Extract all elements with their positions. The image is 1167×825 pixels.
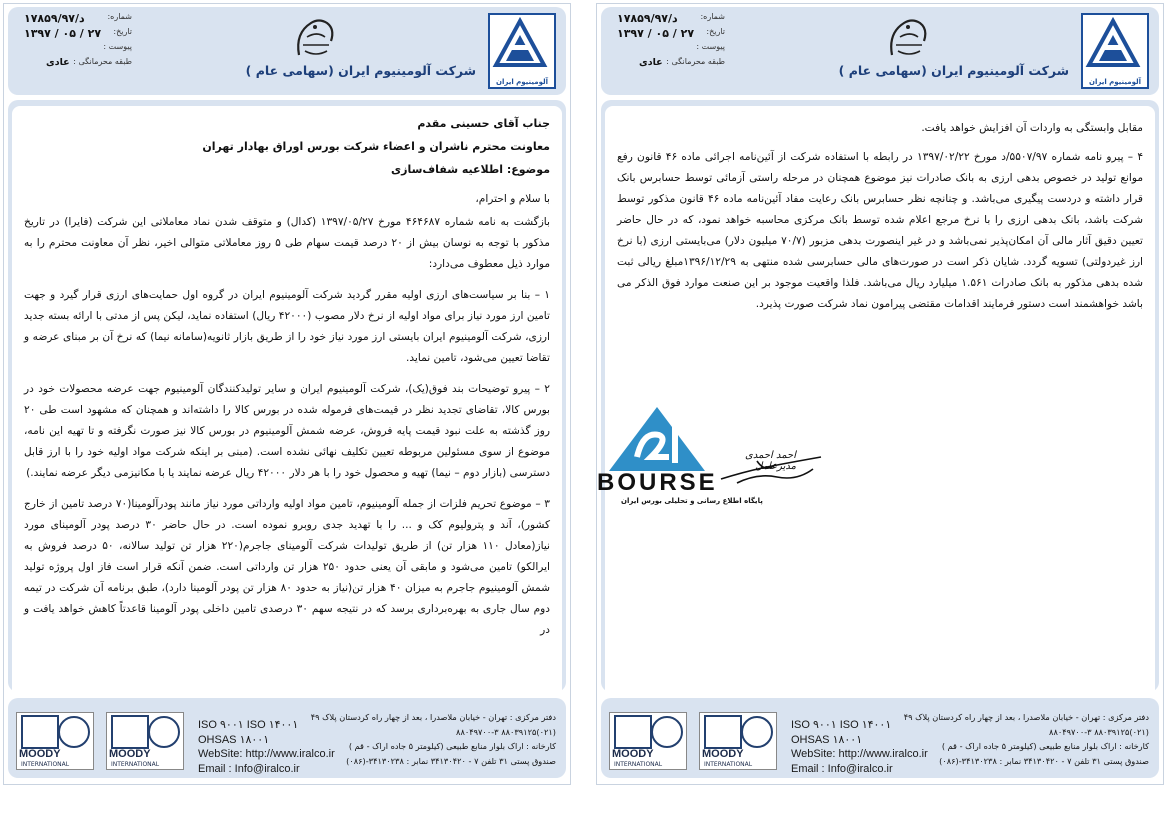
bourse-subtitle: پایگاه اطلاع رسانی و تحلیلی بورس ایران (621, 497, 763, 505)
address-line: صندوق پستی ۳۱ تلفن ۷ - ۳۴۱۳۰۴۲۰ نمابر : ۳۴۱۳۰۲۳۸-(۰۸۶) (346, 755, 556, 766)
certification-badge-1 (16, 712, 94, 770)
date-value: ۱۳۹۷ / ۰۵ / ۲۷ (24, 27, 102, 40)
company-address (903, 710, 1149, 768)
signer-fullname: احمد احمدی (745, 450, 796, 461)
date-value: ۱۳۹۷ / ۰۵ / ۲۷ (617, 27, 695, 40)
cert-brand: MOODY (109, 748, 151, 760)
calligraphy-seal-icon (291, 15, 341, 63)
bourse-watermark (597, 405, 837, 525)
moody-logo-icon (21, 715, 59, 749)
signer-name (745, 450, 796, 472)
iso-standards: ISO ۹۰۰۱ ISO ۱۴۰۰۱ (198, 719, 299, 731)
cert-sub: INTERNATIONAL (21, 761, 70, 768)
iso-standards: ISO ۹۰۰۱ ISO ۱۴۰۰۱ (791, 719, 892, 731)
letter-body-frame (601, 100, 1159, 692)
number-label: شماره: (107, 12, 132, 21)
iso-info (791, 718, 928, 776)
ukas-crown-icon (58, 716, 90, 748)
letter-page-1 (3, 3, 571, 785)
letter-page-2 (596, 3, 1164, 785)
classification-value: عادی (639, 57, 663, 68)
certification-badge-2 (106, 712, 184, 770)
signer-title: مدیرعامل (755, 461, 796, 472)
certification-badge-1 (609, 712, 687, 770)
company-name: شرکت آلومینیوم ایران (سهامی عام ) (245, 63, 476, 78)
company-name: شرکت آلومینیوم ایران (سهامی عام ) (838, 63, 1069, 78)
number-value: ۱۷۸۵۹/۹۷/د (617, 12, 678, 25)
logo-caption: آلومینیوم ایران (1088, 78, 1142, 86)
moody-logo-icon (704, 715, 742, 749)
address-line: کارخانه : اراک بلوار منابع طبیعی (کیلومتر ۵ جاده اراک - قم ) (941, 741, 1149, 751)
letter-body-frame (8, 100, 566, 692)
moody-logo-icon (111, 715, 149, 749)
cert-brand: MOODY (612, 748, 654, 760)
moody-logo-icon (614, 715, 652, 749)
letter-body (605, 106, 1155, 692)
cert-sub: INTERNATIONAL (704, 761, 753, 768)
paragraph-2: ۲ – پیرو توضیحات بند فوق(یک)، شرکت آلومینیوم ایران و سایر تولیدکنندگان آلومینیوم جهت عرضه محصولات خود در بورس کالا، تقاضای تجدید نظر در قیمت‌های فرموله شده در بورس کالا را داشته‌اند و همچنان که مشهود است طی ۲۰ روز گذشته به علت نبود قیمت پایه فروش، عرضه شمش آلومینیوم در بورس کالا نیز صورت نگرفته و تا تهیه این نامه، موضوع از سوی مسئولین مربوطه تعیین تکلیف نهائی نشده است. (مبنی بر اینکه شرکت مواد اولیه خود را با ارز قابل دسترسی (بازار دوم – نیما) تهیه و محصول خود را با هر دلار ۴۲۰۰۰ ریال عرضه نمایند یا با مکانیزمی دیگر عرضه نمایند.) (24, 383, 550, 479)
ohsas-standard: OHSAS ۱۸۰۰۱ (791, 733, 863, 746)
address-line: دفتر مرکزی : تهران - خیابان ملاصدرا ، بعد از چهار راه کردستان پلاک ۴۹ (310, 712, 556, 722)
attachment-label: پیوست : (103, 42, 132, 51)
date-label: تاریخ: (113, 27, 132, 36)
letter-footer (8, 698, 566, 778)
paragraph-intro: بازگشت به نامه شماره ۴۶۴۶۸۷ مورخ ۱۳۹۷/۰۵/۲۷ (کدال) و متوقف شدن نماد معاملاتی این شرکت (فایرا) در تاریخ مذکور با توجه به نوسان بیش از ۲۰ درصد قیمت سهام طی ۵ روز معاملاتی متوالی اخیر، نظر آن معاونت محترم را به موارد ذیل معطوف می‌دارد: (24, 216, 550, 270)
classification-value: عادی (46, 57, 70, 68)
website-link[interactable]: WebSite: http://www.iralco.ir (791, 748, 928, 760)
cert-brand: MOODY (19, 748, 61, 760)
classification-label: طبقه محرمانگی : (73, 57, 132, 66)
paragraph-1: ۱ – بنا بر سیاست‌های ارزی اولیه مقرر گردید شرکت آلومینیوم ایران در گروه اول حمایت‌های ارزی قرار گیرد و جهت تامین ارز مورد نیاز برای مواد اولیه از نرخ دلار مصوب (۴۲۰۰۰ ریال) استفاده نماید، لیکن پس از مدتی با ارائه بسته جدید ارزی، شرکت آلومینیوم ایران بایستی ارز مورد نیاز خود را از طریق بازار ثانویه(سامانه نیما) که نرخ آن بر مبنای عرضه و تقاضا تعیین می‌شود، تامین نماید. (24, 289, 550, 364)
attachment-label: پیوست : (696, 42, 725, 51)
cert-brand: MOODY (702, 748, 744, 760)
cert-sub: INTERNATIONAL (614, 761, 663, 768)
classification-label: طبقه محرمانگی : (666, 57, 725, 66)
iso-info (198, 718, 335, 776)
address-line: دفتر مرکزی : تهران - خیابان ملاصدرا ، بعد از چهار راه کردستان پلاک ۴۹ (903, 712, 1149, 722)
letter-header (601, 7, 1159, 95)
email-link[interactable]: Email : Info@iralco.ir (198, 762, 300, 775)
cert-sub: INTERNATIONAL (111, 761, 160, 768)
address-line: صندوق پستی ۳۱ تلفن ۷ - ۳۴۱۳۰۴۲۰ نمابر : ۳۴۱۳۰۲۳۸-(۰۸۶) (939, 755, 1149, 766)
company-logo (1081, 13, 1149, 89)
number-value: ۱۷۸۵۹/۹۷/د (24, 12, 85, 25)
letter-meta (14, 12, 132, 72)
letter-header (8, 7, 566, 95)
paragraph-4: ۴ – پیرو نامه شماره ۵۵۰۷/۹۷/د مورخ ۱۳۹۷/۰۲/۲۲ در رابطه با استفاده شرکت از آئین‌نامه اجرائی ماده ۴۶ قانون رفع موانع تولید در خصوص بدهی ارزی به بانک صادرات نیز موضوع همچنان در مرحله راستی آزمائی توسط حسابرس بانک قرار داشته و دردست پیگیری می‌باشد. و چنانچه نظر حسابرس بانک رعایت مفاد آئین‌نامه ماده ۴۶ قانون مذکور توسط شرکت باشد، بانک بدهی ارزی را با نرخ مرجع اعلام شده توسط بانک مرکزی محاسبه خواهد نمود، که در حال حاضر تعیین دقیق آثار مالی آن امکان‌پذیر نمی‌باشد و در غیر اینصورت بدهی مزبور (۷۰/۷ میلیون دلار) می‌بایستی ارزی (با نرخ ارز غیردولتی) تسویه گردد. شایان ذکر است در صورت‌های مالی حسابرسی شده منتهی به ۱۳۹۶/۱۲/۲۹مبلغ ریالی ثبت شده بدهی مذکور به بانک صادرات ۱.۵۶۱ میلیارد ریال می‌باشد. فلذا واقعیت موجود بر این صنعت موارد فوق الذکر می باشد خواهشمند است دستور فرمایند اقدامات مقتضی پیرامون نماد شرکت صورت پذیرد. (617, 151, 1144, 310)
letter-meta (607, 12, 725, 72)
address-line: کارخانه : اراک بلوار منابع طبیعی (کیلومتر ۵ جاده اراک - قم ) (348, 741, 556, 751)
email-link[interactable]: Email : Info@iralco.ir (791, 762, 893, 775)
letter-footer (601, 698, 1159, 778)
greeting: با سلام و احترام، (475, 193, 550, 205)
addressee-title: معاونت محترم ناشران و اعضاء شرکت بورس اوراق بهادار تهران (202, 140, 550, 153)
paragraph-3: ۳ – موضوع تحریم فلزات از جمله آلومینیوم، تامین مواد اولیه وارداتی مورد نیاز مانند پودرآلومینا(۷۰ درصد تامین از خارج کشور)، آند و پترولیوم کک و ... را با تهدید جدی روبرو نموده است. در حال حاضر ۳۰ درصد پودر آلومینای مورد نیاز(معادل ۱۱۰ هزار تن) از طریق تولیدات شرکت آلومینای جاجرم(۲۲۰ هزار تن تولید سالانه، ۵۰ درصد فروش به ایرالکو) تامین می‌شود و مابقی آن یعنی حدود ۲۵۰ هزار تن وارداتی است. ضمن آنکه قرار است فاز اول پروژه تولید شمش آلومینیوم جاجرم به میزان ۴۰ هزار تن(نیاز به حدود ۸۰ هزار تن پودر آلومینا دارد)، طبق برنامه آن شرکت در تیمه دوم سال جاری به بهره‌برداری برسد که در نتیجه سهم ۳۰ درصدی تامین داخلی پودر آلومینا قاعدتاً کاهش خواهد یافت و در (24, 498, 551, 636)
ohsas-standard: OHSAS ۱۸۰۰۱ (198, 733, 270, 746)
bourse-logo-icon (607, 405, 707, 475)
logo-caption: آلومینیوم ایران (495, 78, 549, 86)
date-label: تاریخ: (706, 27, 725, 36)
ukas-crown-icon (148, 716, 180, 748)
letter-subject: موضوع: اطلاعیه شفاف‌سازی (391, 163, 550, 176)
aluminium-logo-icon (1083, 15, 1143, 73)
website-link[interactable]: WebSite: http://www.iralco.ir (198, 748, 335, 760)
letter-body (12, 106, 562, 692)
paragraph-continued: مقابل وابستگی به واردات آن افزایش خواهد یافت. (921, 122, 1143, 134)
bourse-brand: BOURSE (597, 469, 718, 496)
address-line: (۰۲۱)۸۸۰۳۹۱۲۵ ۸۸۰۴۹۷۰۰-۳ (1049, 726, 1149, 737)
certification-badge-2 (699, 712, 777, 770)
calligraphy-seal-icon (884, 15, 934, 63)
address-line: (۰۲۱)۸۸۰۳۹۱۲۵ ۸۸۰۴۹۷۰۰-۳ (456, 726, 556, 737)
aluminium-logo-icon (490, 15, 550, 73)
company-logo (488, 13, 556, 89)
ukas-crown-icon (651, 716, 683, 748)
addressee-name: جناب آقای حسینی مقدم (417, 117, 550, 130)
number-label: شماره: (700, 12, 725, 21)
ukas-crown-icon (741, 716, 773, 748)
company-address (310, 710, 556, 768)
